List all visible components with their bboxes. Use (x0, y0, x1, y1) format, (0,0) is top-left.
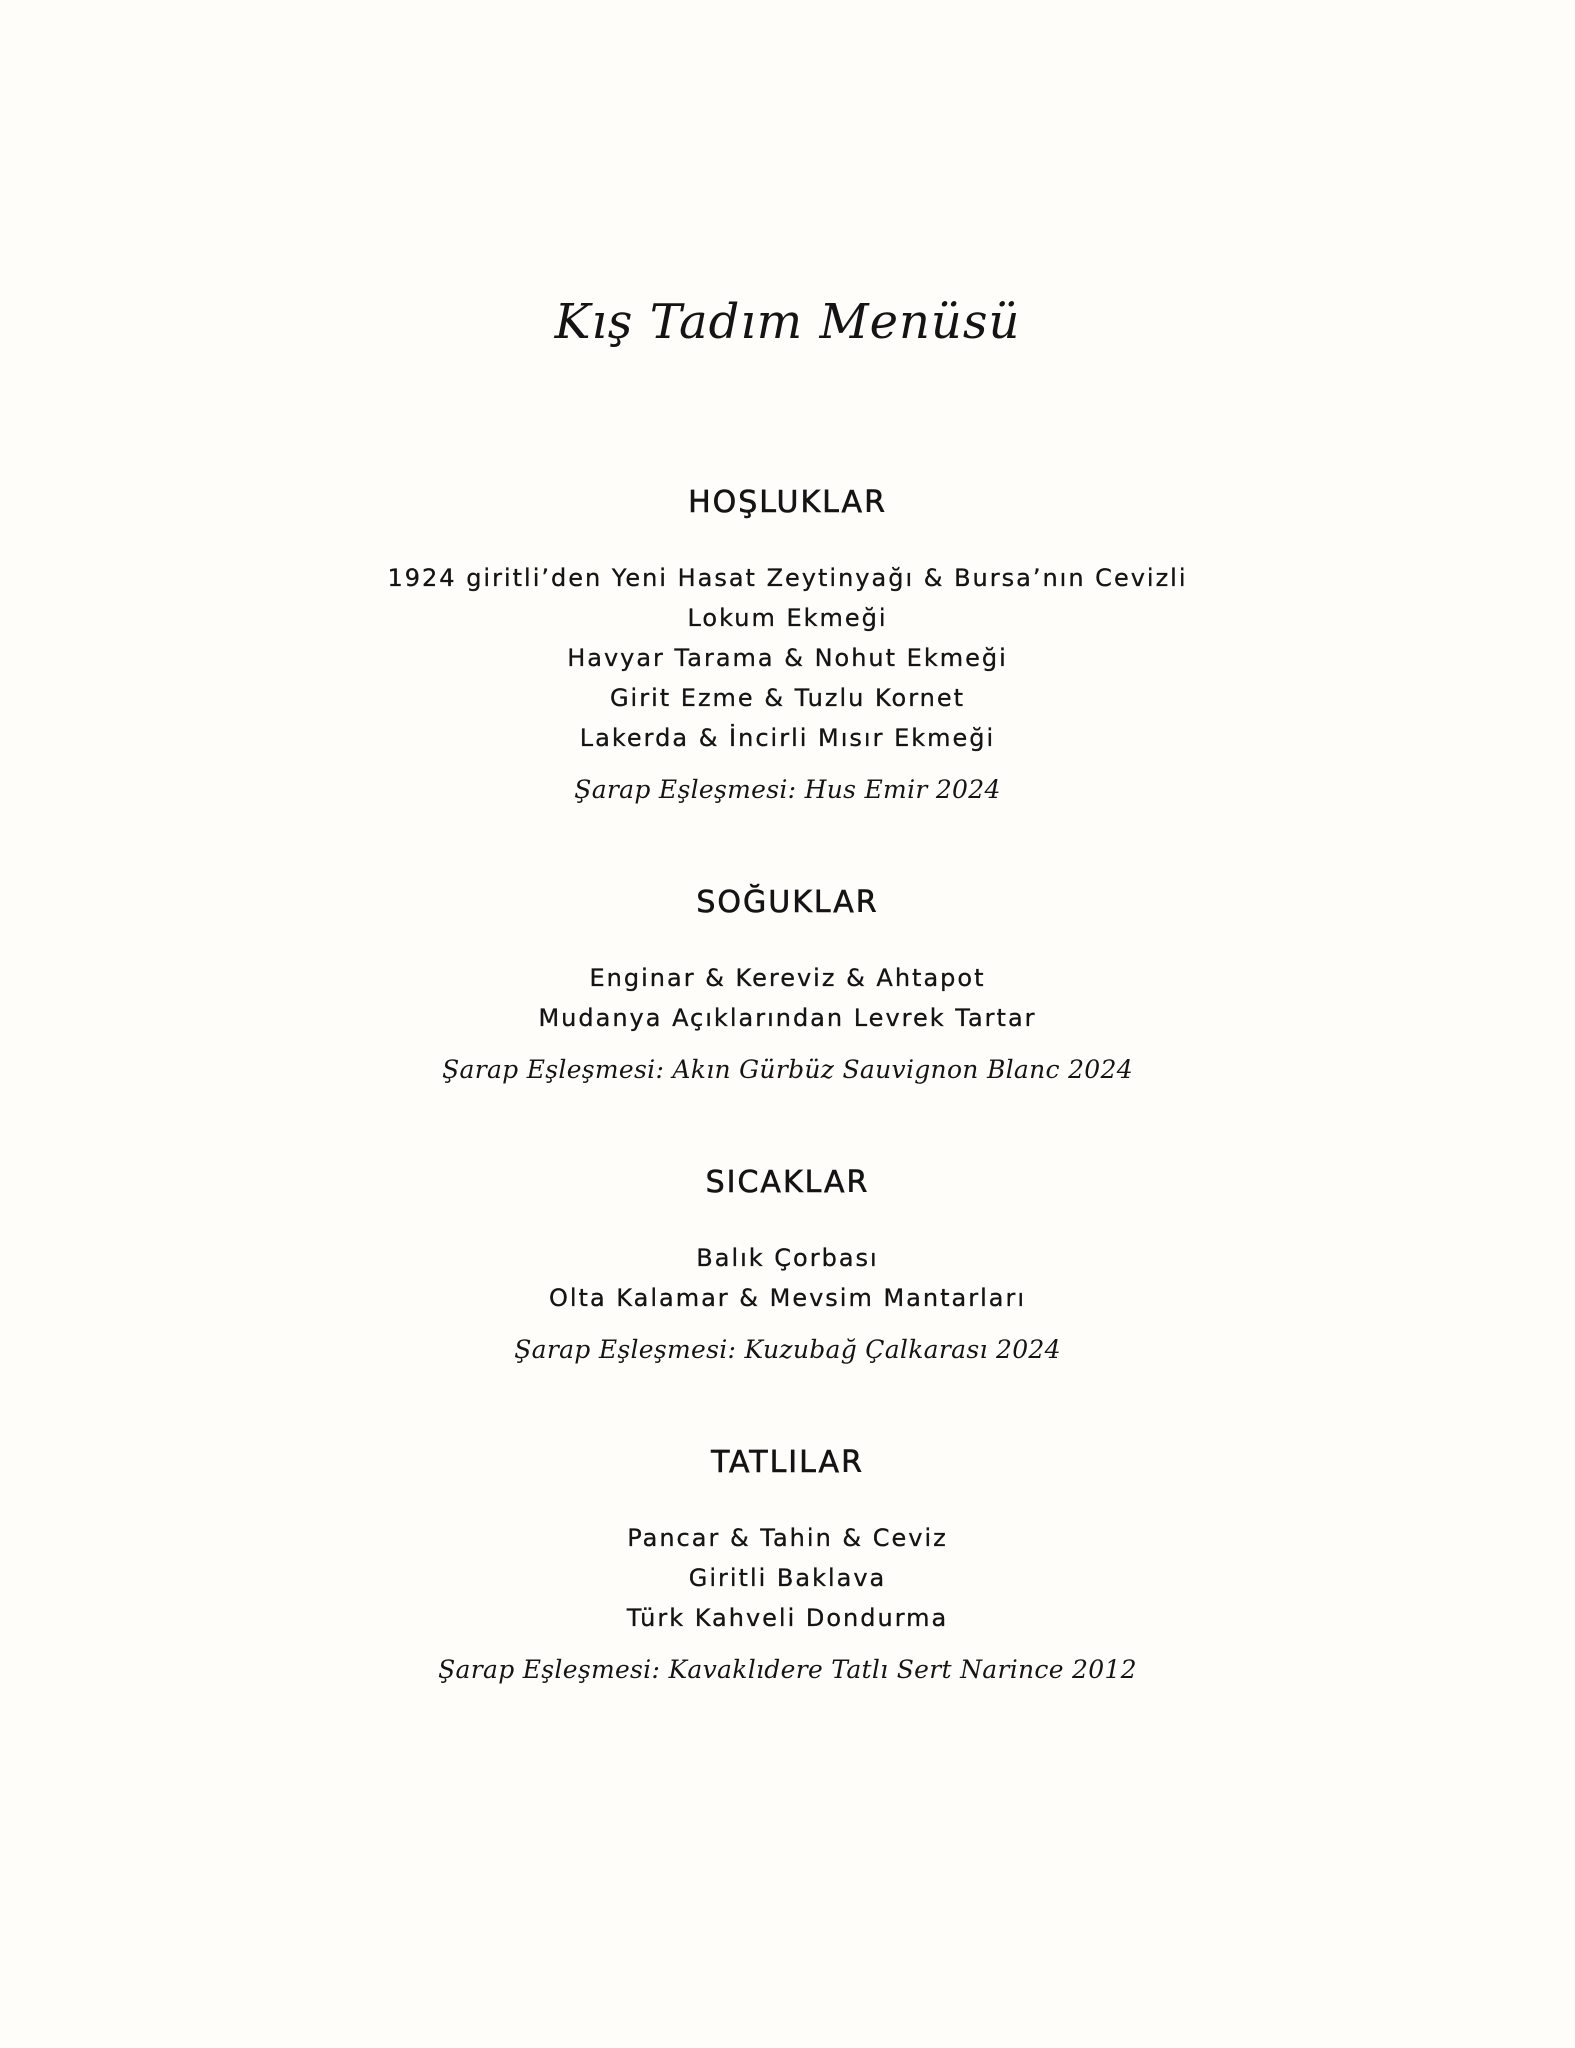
menu-item: Olta Kalamar & Mevsim Mantarları (548, 1284, 1026, 1312)
menu-item-list (0, 1518, 1575, 1638)
menu-item: Enginar & Kereviz & Ahtapot (589, 964, 986, 992)
menu-item: Lakerda & İncirli Mısır Ekmeği (579, 724, 996, 752)
section-soguklar (0, 883, 1575, 1088)
section-tatlilar (0, 1443, 1575, 1688)
menu-item: Pancar & Tahin & Ceviz (627, 1524, 948, 1552)
wine-pairing: Şarap Eşleşmesi: Hus Emir 2024 (574, 775, 1001, 804)
section-heading: SICAKLAR (705, 1165, 870, 1200)
menu-item: Mudanya Açıklarından Levrek Tartar (538, 1004, 1037, 1032)
section-heading: SOĞUKLAR (696, 885, 879, 920)
menu-item-list (0, 958, 1575, 1038)
wine-pairing: Şarap Eşleşmesi: Akın Gürbüz Sauvignon Blanc 2024 (442, 1055, 1133, 1084)
wine-pairing: Şarap Eşleşmesi: Kuzubağ Çalkarası 2024 (514, 1335, 1061, 1364)
section-hosluklar (0, 483, 1575, 808)
menu-item: 1924 giritli’den Yeni Hasat Zeytinyağı & Bursa’nın Cevizli Lokum Ekmeği (387, 564, 1188, 632)
menu-item: Balık Çorbası (696, 1244, 879, 1272)
section-sicaklar (0, 1163, 1575, 1368)
menu-item: Türk Kahveli Dondurma (626, 1604, 949, 1632)
menu-item: Havyar Tarama & Nohut Ekmeği (567, 644, 1008, 672)
section-heading: TATLILAR (711, 1445, 864, 1480)
menu-item-list (0, 558, 1575, 758)
menu-item: Giritli Baklava (688, 1564, 887, 1592)
menu-title: Kış Tadım Menüsü (554, 294, 1021, 350)
section-heading: HOŞLUKLAR (688, 485, 887, 520)
wine-pairing: Şarap Eşleşmesi: Kavaklıdere Tatlı Sert Narince 2012 (438, 1655, 1137, 1684)
menu-item-list (0, 1238, 1575, 1318)
menu-item: Girit Ezme & Tuzlu Kornet (609, 684, 966, 712)
